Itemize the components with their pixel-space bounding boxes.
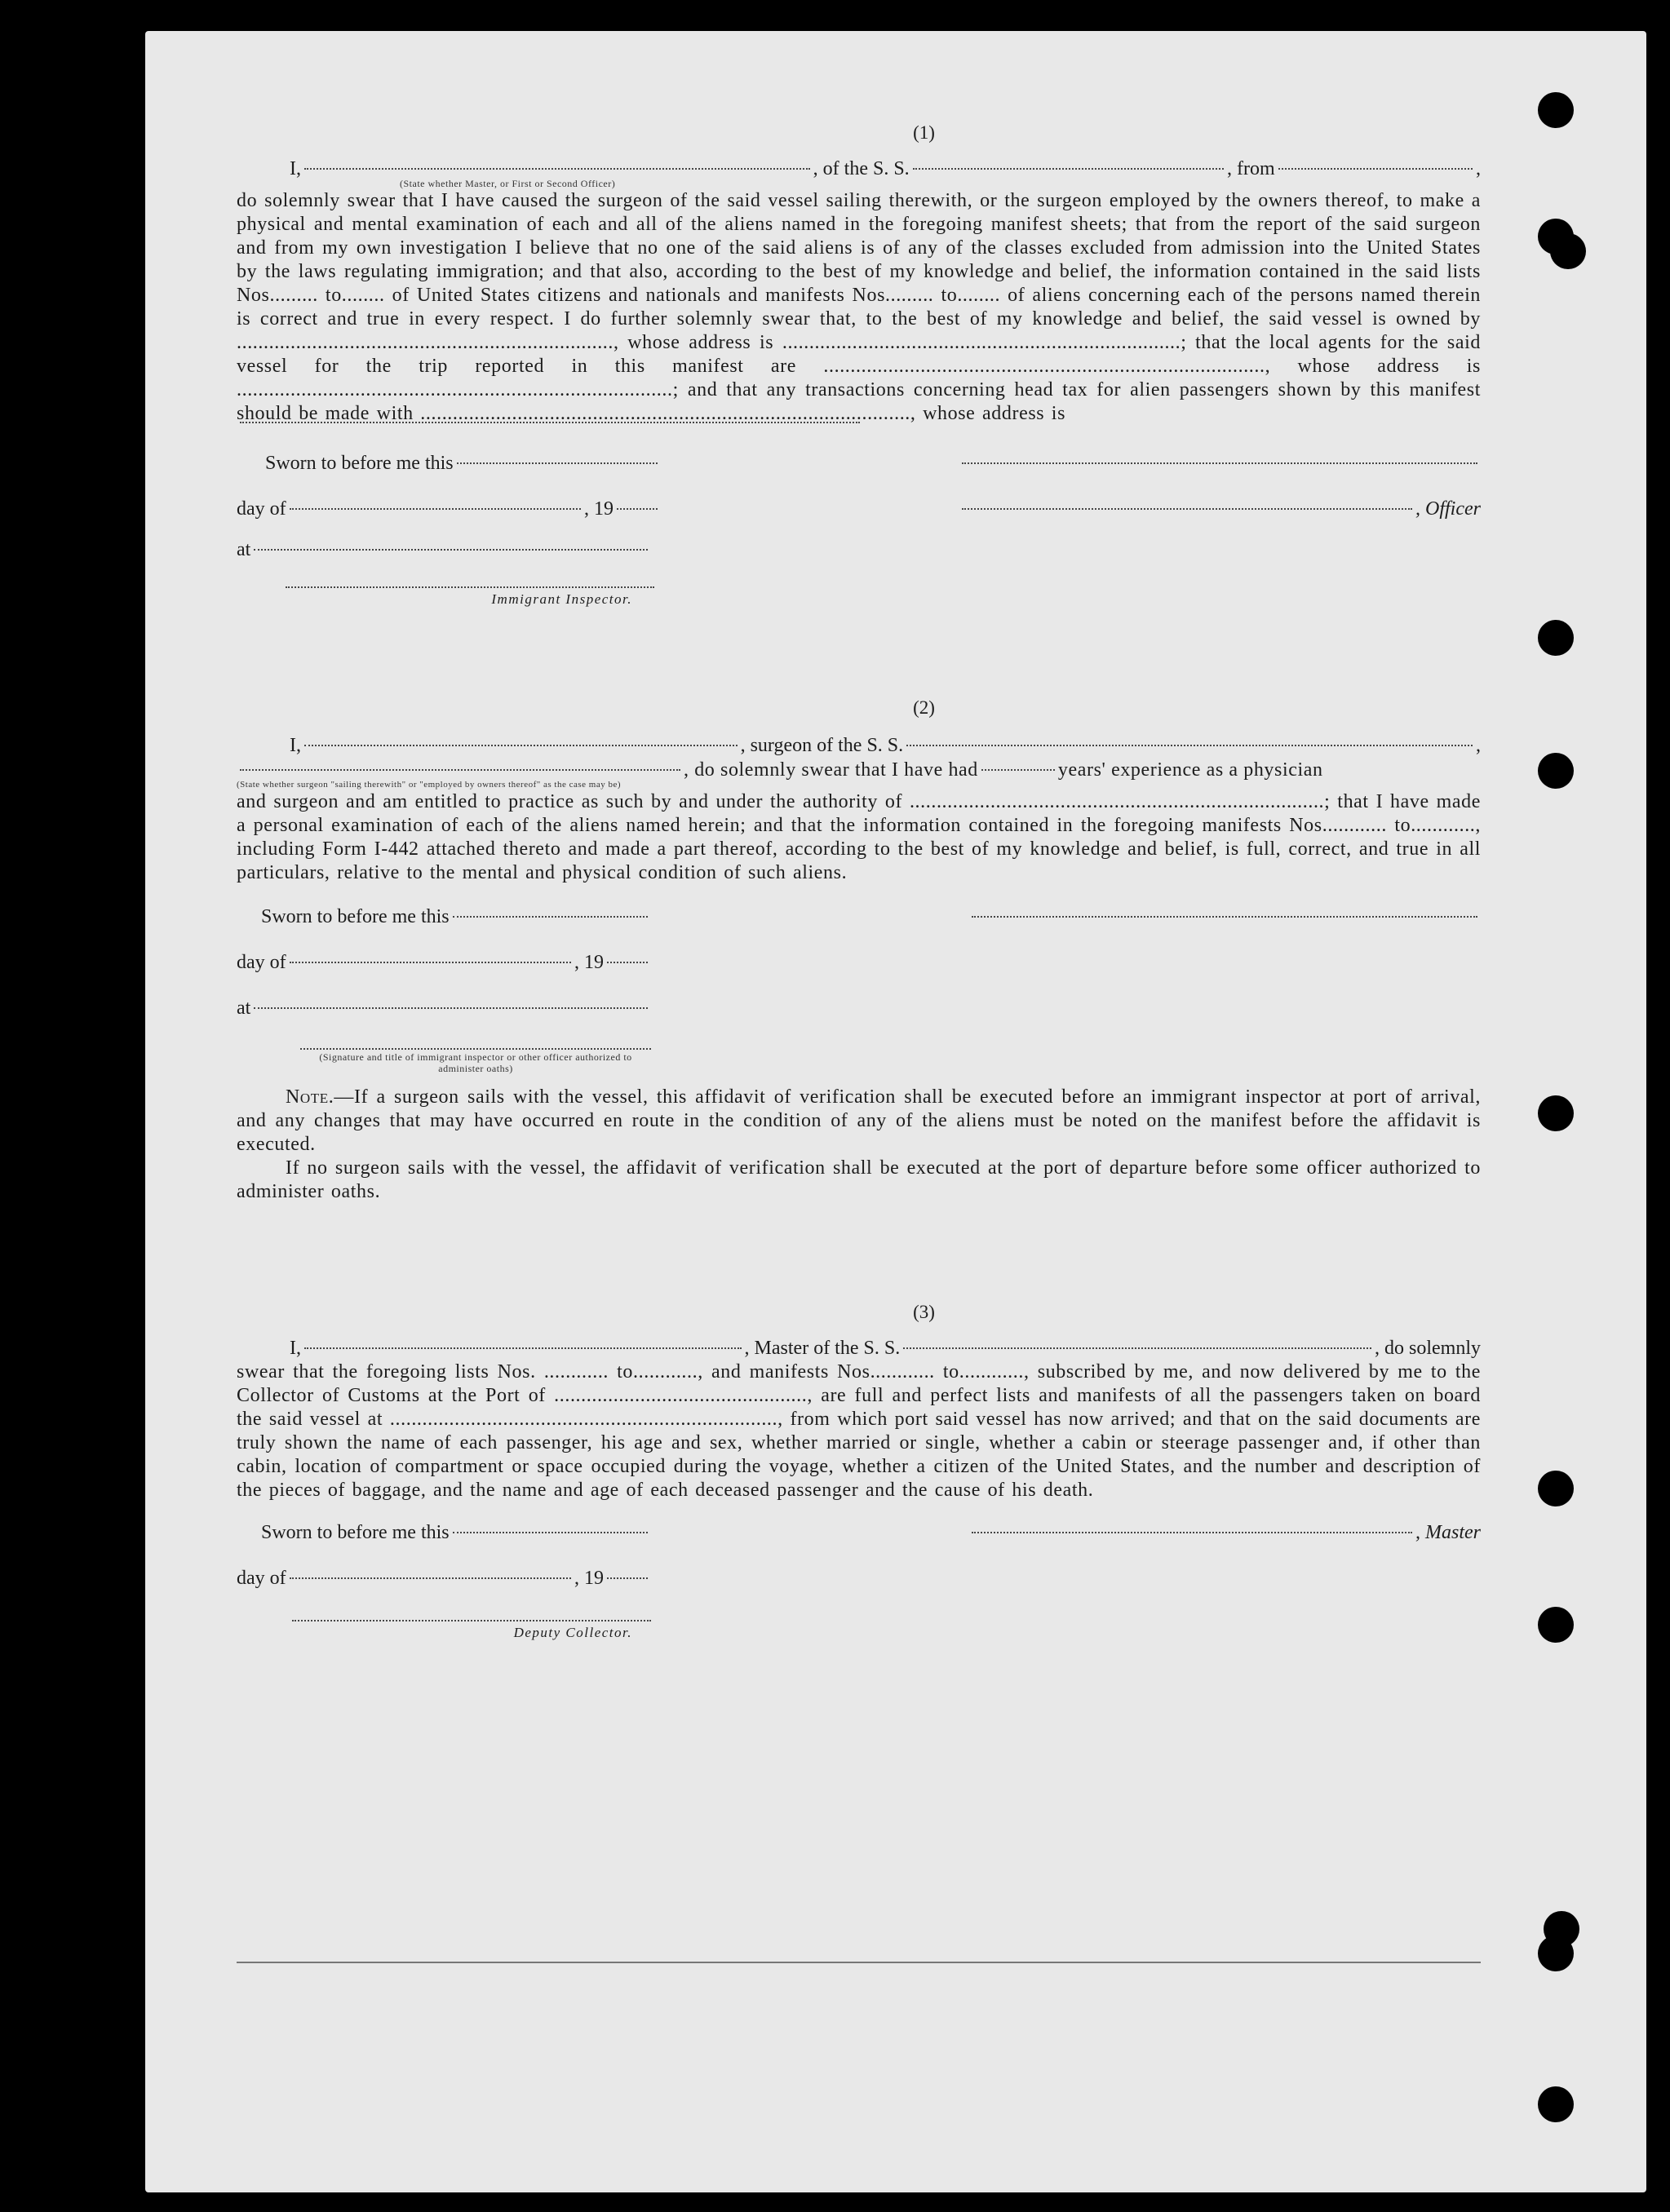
from-label: , from [1227, 158, 1275, 179]
inspector-signature-field[interactable] [286, 586, 654, 588]
sworn-date-field[interactable] [457, 462, 658, 464]
year-field[interactable] [617, 507, 658, 510]
day-month-field[interactable] [290, 1577, 571, 1579]
sworn-row-1 [237, 451, 1481, 476]
section-3-number: (3) [913, 1302, 935, 1322]
signature-caption: (Signature and title of immigrant inspector or other officer authorized to administer oaths) [319, 1051, 632, 1074]
officer-label: , Officer [1415, 498, 1481, 520]
deputy-collector-signature-field[interactable] [292, 1620, 651, 1621]
sworn-label: Sworn to before me this [261, 1522, 450, 1543]
year-label: , 19 [574, 1568, 604, 1589]
master-signature-field[interactable] [972, 1531, 1412, 1533]
vessel-name-field[interactable] [913, 167, 1224, 170]
punch-hole [1538, 1936, 1574, 1971]
punch-hole [1538, 2086, 1574, 2122]
section-2-first-line [237, 733, 1481, 758]
note-text-1: —If a surgeon sails with the vessel, this affidavit of verification shall be executed before an immigrant inspector at port of arrival, and any changes that may have occurred en route in the condition of any of the aliens must be noted on the manifest before the affidavit is executed. [237, 1086, 1481, 1155]
years-label: years' experience as a physician [1057, 759, 1323, 781]
note-label: Note. [286, 1086, 334, 1108]
years-field[interactable] [981, 768, 1055, 771]
master-label: , Master [1415, 1522, 1481, 1543]
authorized-officer-signature-field[interactable] [300, 1048, 651, 1050]
comma: , [1476, 158, 1481, 179]
vessel-name-field[interactable] [903, 1347, 1371, 1349]
sworn-row-2 [237, 905, 1481, 929]
day-row-1 [237, 497, 1481, 521]
punch-hole [1550, 233, 1586, 269]
at-row-1 [237, 538, 651, 562]
section-3-first-line [237, 1336, 1481, 1360]
of-ss-label: , of the S. S. [813, 158, 910, 179]
punch-hole [1538, 1607, 1574, 1643]
pronoun-i: I, [290, 1338, 301, 1359]
sworn-label: Sworn to before me this [265, 453, 454, 474]
at-label: at [237, 539, 251, 560]
bottom-rule [237, 1962, 1481, 1963]
departure-port-field[interactable] [1278, 167, 1473, 170]
section-1-number: (1) [913, 122, 935, 143]
master-name-field[interactable] [304, 1347, 742, 1349]
master-of-label: , Master of the S. S. [744, 1338, 901, 1359]
head-tax-address-field[interactable] [240, 421, 860, 423]
surgeon-status-hint: (State whether surgeon "sailing therewith" or "employed by owners thereof" as the case may be) [237, 780, 622, 790]
officer-signature-field[interactable] [962, 507, 1412, 510]
officer-rank-hint: (State whether Master, or First or Second Officer) [400, 178, 616, 189]
sworn-date-field[interactable] [453, 1531, 648, 1533]
at-row-2 [237, 996, 651, 1020]
place-field[interactable] [254, 1006, 648, 1009]
surgeon-name-field[interactable] [304, 744, 738, 746]
sworn-row-3 [237, 1520, 1481, 1545]
surgeon-signature-field[interactable] [972, 915, 1477, 918]
sworn-date-field[interactable] [453, 915, 648, 918]
section-3-oath-text: swear that the foregoing lists Nos. ............ to............, and manifests Nos............ to............, subscribed by me, and now delivered by me to the Collector of Customs at the Port of ..............................................., are full and perfect lists and manifests of all the passengers taken on board the said vessel at ........................................................................, from which port said vessel has now arrived; and that on the said documents are truly shown the name of each passenger, his age and sex, whether married or single, whether a cabin or steerage passenger and, if other than cabin, location of compartment or space occupied during the voyage, whether a citizen of the United States, and the number and description of the pieces of baggage, and the name and age of each deceased passenger and the cause of his death. [237, 1361, 1481, 1501]
do-solemnly-label: , do solemnly [1375, 1338, 1481, 1359]
form-content [237, 122, 1481, 1641]
section-2-oath-text: and surgeon and am entitled to practice as such by and under the authority of .............................................................................; that I have made a personal examination of each of the aliens named herein; and that the information contained in the foregoing manifests Nos............ to............, including Form I-442 attached thereto and made a part thereof, according to the best of my knowledge and belief, is full, correct, and true in all particulars, relative to the mental and physical condition of such aliens. [237, 791, 1481, 883]
year-field[interactable] [607, 961, 648, 963]
sworn-label: Sworn to before me this [261, 906, 450, 927]
day-month-field[interactable] [290, 507, 581, 510]
note-paragraph-2: If no surgeon sails with the vessel, the affidavit of verification shall be executed at the port of departure before some officer authorized to administer oaths. [237, 1157, 1481, 1202]
vessel-name-field[interactable] [906, 744, 1473, 746]
officer-rank-field[interactable] [304, 167, 810, 170]
place-field[interactable] [254, 548, 648, 551]
note-paragraph-1 [237, 1086, 1481, 1157]
surgeon-status-field[interactable] [240, 768, 680, 771]
day-of-label: day of [237, 1568, 286, 1589]
section-1-oath-text: do solemnly swear that I have caused the surgeon of the said vessel sailing therewith, or the surgeon employed by the owners thereof, to make a physical and mental examination of each and all of the aliens named in the foregoing manifest sheets; that from the report of the said surgeon and from my own investigation I believe that no one of the said aliens is of any of the classes excluded from admission into the United States by the laws regulating immigration; and that also, according to the best of my knowledge and belief, the information contained in the said lists Nos......... to........ of United States citizens and nationals and manifests Nos......... to........ of aliens concerning each of the persons named therein is correct and true in every respect. I do further solemnly swear that, to the best of my knowledge and belief, the said vessel is owned by ......................................................................, whose address is ..........................................................................; that the local agents for the said vessel for the trip reported in this manifest are .................................................................................., whose address is .................................................................................; and that any transactions concerning head tax for alien passengers shown by this manifest should be made with ..........................................................................................., whose address is [237, 190, 1481, 424]
punch-hole [1538, 1471, 1574, 1506]
day-of-label: day of [237, 498, 286, 520]
at-label: at [237, 998, 251, 1019]
day-month-field[interactable] [290, 961, 571, 963]
year-label: , 19 [584, 498, 614, 520]
punch-hole [1538, 753, 1574, 789]
section-2-number: (2) [913, 697, 935, 718]
swear-label: , do solemnly swear that I have had [684, 759, 978, 781]
comma: , [1476, 735, 1481, 756]
punch-hole [1538, 620, 1574, 656]
year-label: , 19 [574, 952, 604, 973]
punch-hole [1538, 92, 1574, 128]
day-of-label: day of [237, 952, 286, 973]
pronoun-i: I, [290, 158, 301, 179]
officer-signature-top-field[interactable] [962, 462, 1477, 464]
surgeon-of-label: , surgeon of the S. S. [740, 735, 904, 756]
day-row-2 [237, 950, 651, 975]
day-row-3 [237, 1566, 651, 1590]
pronoun-i: I, [290, 735, 301, 756]
year-field[interactable] [607, 1577, 648, 1579]
punch-hole [1538, 1095, 1574, 1131]
inspector-caption: Immigrant Inspector. [491, 591, 632, 607]
collector-caption: Deputy Collector. [513, 1625, 632, 1640]
